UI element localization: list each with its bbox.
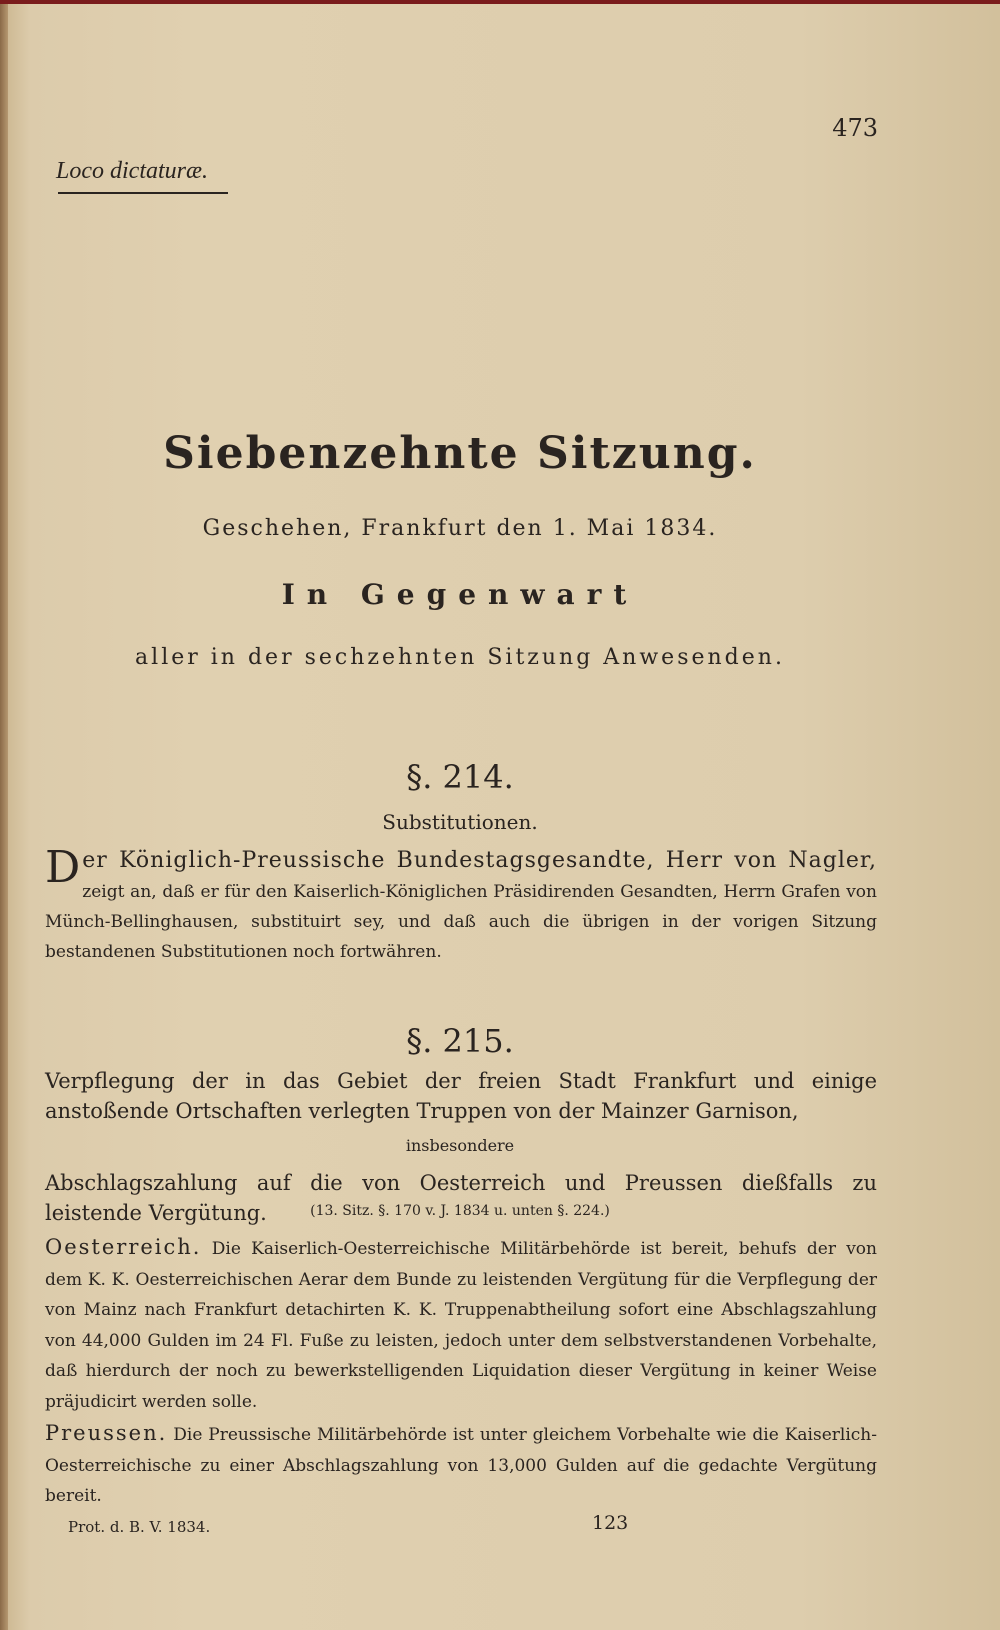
section-215-subheading: Abschlagszahlung auf die von Oesterreich und Preussen dießfalls zu leistende Vergütung. [45,1171,877,1225]
section-215-heading: Verpflegung der in das Gebiet der freien Stadt Frankfurt und einige anstoßende Ortschaften verlegten Truppen von der Mainzer Garnison, [45,1069,877,1123]
page-top-edge [0,0,1000,4]
prussia-lead: Preussen. [45,1421,168,1445]
page-binding-edge [0,0,8,1630]
presence-heading: In Gegenwart [281,578,639,611]
margin-note: Loco dictaturæ. [56,158,209,184]
austria-paragraph [45,1232,877,1417]
page-number: 473 [832,114,878,142]
dateline: Geschehen, Frankfurt den 1. Mai 1834. [202,516,718,541]
section-214-paragraph [45,842,877,967]
section-214-body: zeigt an, daß er für den Kaiserlich-Königlichen Präsidirenden Gesandten, Herrn Grafen von Münch-Bellinghausen, substituirt sey, und daß auch die übrigen in der vorigen Sitzung bestandenen Substitutionen noch fortwähren. [45,882,877,962]
section-214-number: §. 214. [406,758,514,796]
prussia-paragraph [45,1418,877,1512]
session-title: Siebenzehnte Sitzung. [163,428,757,479]
margin-note-underline [58,192,228,194]
footer-signature: 123 [592,1512,629,1534]
section-215-insbesondere: insbesondere [405,1136,515,1155]
footer-protocol: Prot. d. B. V. 1834. [68,1518,211,1536]
section-214-heading: Substitutionen. [382,810,538,834]
austria-lead: Oesterreich. [45,1235,202,1259]
prussia-body: Die Preussische Militärbehörde ist unter gleichem Vorbehalte wie die Kaiserlich-Oesterreichische zu einer Abschlagszahlung von 13,000 Gulden auf die gedachte Vergütung bereit. [45,1425,877,1506]
section-214-first-line: er Königlich-Preussische Bundestagsgesandte, Herr von Nagler, [82,848,877,873]
austria-body: Die Kaiserlich-Oesterreichische Militärbehörde ist bereit, behufs der von dem K. K. Oesterreichischen Aerar dem Bunde zu leistenden Vergütung für die Verpflegung der von Mainz nach Frankfurt detachirten K. K. Truppenabtheilung sofort eine Abschlagszahlung von 44,000 Gulden im 24 Fl. Fuße zu leisten, jedoch unter dem selbstverstandenen Vorbehalte, daß hierdurch der noch zu bewerkstelligenden Liquidation dieser Vergütung in keiner Weise präjudicirt werden solle. [45,1239,877,1412]
section-215-reference: (13. Sitz. §. 170 v. J. 1834 u. unten §. 224.) [310,1203,610,1219]
dropcap: D [45,842,81,893]
attendees-line: aller in der sechzehnten Sitzung Anwesenden. [135,645,785,670]
section-215-number: §. 215. [406,1022,514,1060]
